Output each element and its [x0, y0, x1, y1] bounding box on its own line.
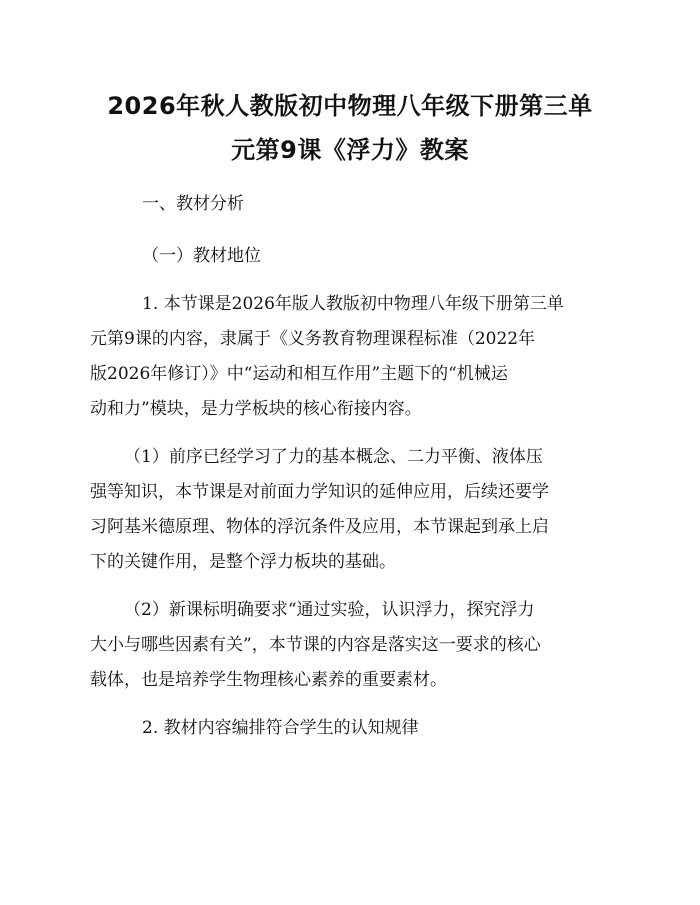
paragraph-line: 版2026年修订）》中“运动和相互作用”主题下的“机械运: [90, 364, 508, 384]
subsection-heading: [90, 239, 610, 274]
paragraph-line: 1. 本节课是2026年版人教版初中物理八年级下册第三单: [142, 294, 564, 314]
section-heading-text: 一、教材分析: [142, 194, 244, 214]
spacer: [90, 274, 610, 287]
paragraph-line: 习阿基米德原理、物体的浮沉条件及应用，本节课起到承上启: [90, 517, 549, 537]
paragraph-line: 大小与哪些因素有关”，本节课的内容是落实这一要求的核心: [90, 635, 541, 655]
subsection-heading-text: （一）教材地位: [142, 246, 261, 266]
spacer: [90, 698, 610, 711]
paragraph-line: 下的关键作用，是整个浮力板块的基础。: [90, 552, 396, 572]
paragraph-line: 2. 教材内容编排符合学生的认知规律: [142, 718, 419, 738]
paragraph-line: 载体，也是培养学生物理核心素养的重要素材。: [90, 670, 447, 690]
spacer: [90, 580, 610, 593]
title-line: 元第9课《浮力》教案: [231, 136, 469, 164]
paragraph-line: 动和力”模块，是力学板块的核心衔接内容。: [90, 399, 422, 419]
section-heading: [90, 187, 610, 222]
paragraph-1: [90, 287, 610, 427]
paragraph-line: 强等知识，本节课是对前面力学知识的延伸应用，后续还要学: [90, 482, 549, 502]
paragraph-line: （2）新课标明确要求“通过实验，认识浮力，探究浮力: [124, 600, 535, 620]
document-body: [90, 183, 610, 746]
paragraph-2: [90, 440, 610, 580]
title-line: 2026年秋人教版初中物理八年级下册第三单: [107, 92, 593, 120]
paragraph-4: [90, 711, 610, 746]
paragraph-line: 元第9课的内容，隶属于《义务教育物理课程标准（2022年: [90, 329, 536, 349]
spacer: [90, 222, 610, 235]
spacer: [90, 427, 610, 440]
paragraph-3: [90, 593, 610, 698]
paragraph-line: （1）前序已经学习了力的基本概念、二力平衡、液体压: [124, 447, 543, 467]
document-title: [90, 84, 610, 172]
